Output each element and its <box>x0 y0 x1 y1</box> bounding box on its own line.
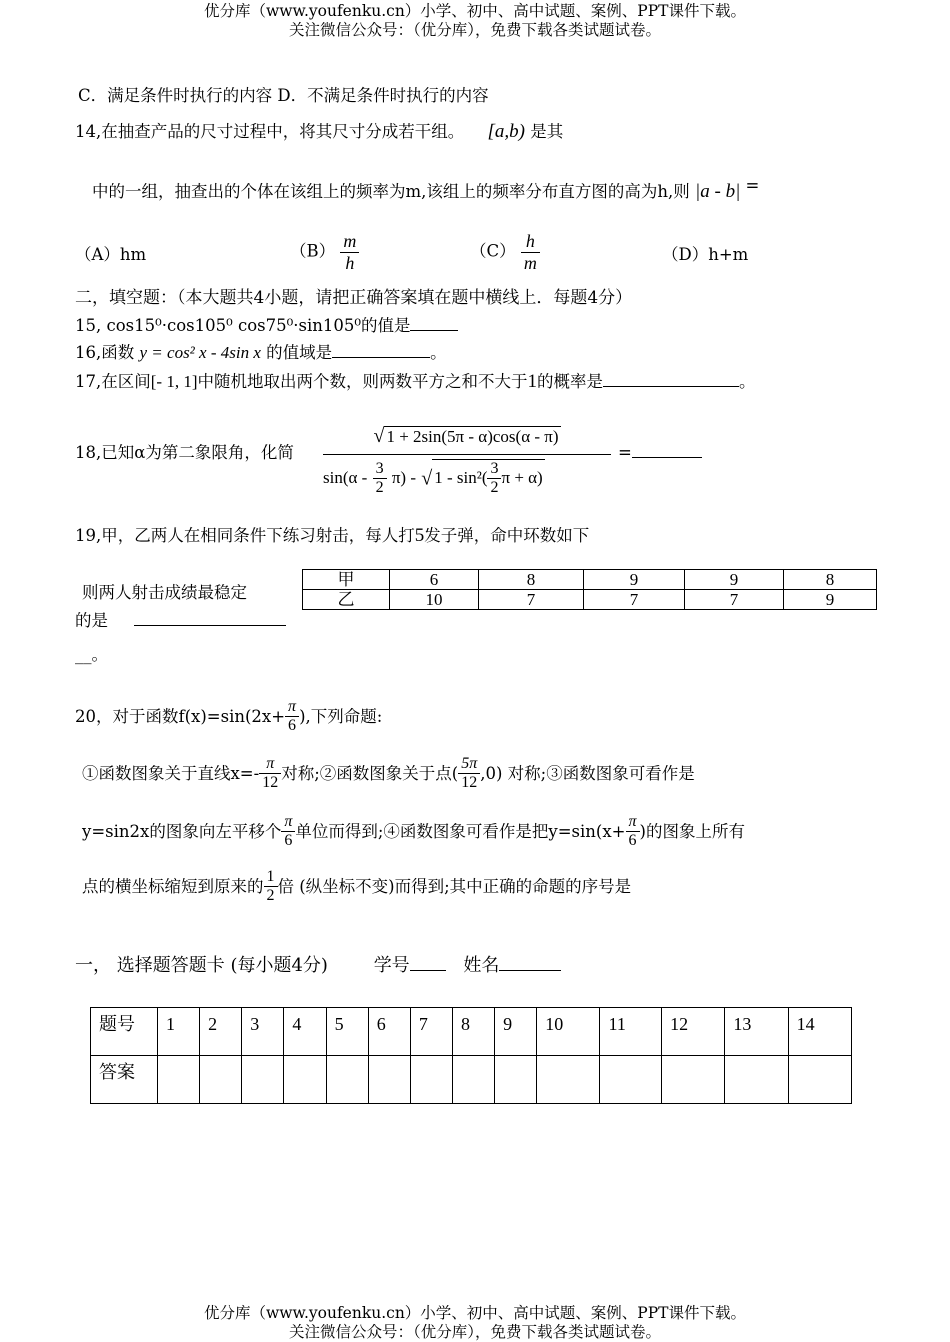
q18-prefix: 18,已知α为第二象限角，化简 <box>75 443 294 462</box>
q20-frac-num: π <box>281 813 295 832</box>
q20-frac-den: 2 <box>266 887 275 905</box>
student-no-field[interactable] <box>410 970 446 971</box>
answer-cell[interactable] <box>326 1056 368 1104</box>
q20-l2a: ①函数图象关于直线x=- <box>82 763 260 783</box>
answer-cell[interactable] <box>368 1056 410 1104</box>
q20-line2 <box>82 755 695 793</box>
footer-line-1: 优分库（www.youfenku.cn）小学、初中、高中试题、案例、PPT课件下载。 <box>203 1304 747 1322</box>
q17-one: 1 <box>527 371 537 392</box>
q20-frac-den: 6 <box>288 717 297 735</box>
q20-l4b: 倍 (纵坐标不变)而得到;其中正确的命题的序号是 <box>277 876 632 896</box>
table-cell: 7 <box>584 590 685 610</box>
footer-line-2: 关注微信公众号：（优分库），免费下载各类试题试卷。 <box>288 1323 661 1341</box>
q18-numerator-expr: 1 + 2sin(5π - α)cos(α - π) <box>386 427 559 446</box>
q20-l3c: )的图象上所有 <box>639 821 745 841</box>
table-cell: 7 <box>410 1008 452 1056</box>
table-cell: 11 <box>600 1008 662 1056</box>
q20-l4a: 点的横坐标缩短到原来的 <box>82 876 264 896</box>
q20-frac-num: π <box>626 813 640 832</box>
q17-answer-blank[interactable] <box>603 386 739 387</box>
q13-options: C．满足条件时执行的内容 D．不满足条件时执行的内容 <box>78 86 489 105</box>
q14-line1 <box>75 121 563 144</box>
q18-numerator: √ 1 + 2sin(5π - α)cos(α - π) <box>373 425 559 447</box>
q18-den-part1: sin(α - <box>323 468 368 488</box>
q19-score-table <box>302 569 877 610</box>
answer-cell[interactable] <box>410 1056 452 1104</box>
q20-frac-num: π <box>259 755 281 774</box>
q20-l2b: 对称;②函数图象关于点( <box>281 763 459 783</box>
q16-answer-blank[interactable] <box>332 357 430 358</box>
answer-cell[interactable] <box>158 1056 200 1104</box>
table-cell: 9 <box>495 1008 537 1056</box>
q20-frac-half <box>264 868 278 906</box>
q14-tail: 是其 <box>530 122 564 141</box>
q18-answer <box>618 443 702 463</box>
q17-interval: [- 1, 1] <box>150 372 198 391</box>
table-cell: 甲 <box>303 570 390 590</box>
q14-b-num: m <box>340 231 359 253</box>
table-cell: 6 <box>390 570 479 590</box>
table-row <box>303 570 877 590</box>
q17-suffix: 的概率是 <box>536 372 603 391</box>
answer-cell[interactable] <box>788 1056 851 1104</box>
q14-option-c <box>470 231 540 273</box>
table-cell: 8 <box>479 570 584 590</box>
q14-c-num: h <box>521 231 540 253</box>
q20-line4 <box>82 868 631 906</box>
q20-frac-num: π <box>285 698 299 717</box>
table-cell: 5 <box>326 1008 368 1056</box>
q14-option-d: （D）h+m <box>662 245 749 264</box>
answer-cell[interactable] <box>537 1056 600 1104</box>
q20-l2c: ,0) 对称;③函数图象可看作是 <box>480 763 695 783</box>
q18-fraction-bar <box>323 454 611 455</box>
q20-l3b: 单位而得到;④函数图象可看作是把y=sin(x+ <box>295 821 626 841</box>
q18-denominator: sin(α - $\frac{3}{2}$ π) - √ 1 - sin²( $\frac{3}{2}$ π + α) <box>323 459 543 497</box>
q15 <box>75 316 458 336</box>
name-field[interactable] <box>499 970 561 971</box>
q19-left3: __。 <box>75 645 108 664</box>
table-cell: 10 <box>390 590 479 610</box>
q19-left2 <box>75 611 286 631</box>
q14-abs-expr: |a - b| <box>695 181 741 202</box>
table-cell: 2 <box>200 1008 242 1056</box>
q17-prefix: 17,在区间 <box>75 372 151 391</box>
answer-cell[interactable] <box>452 1056 494 1104</box>
table-cell: 8 <box>784 570 877 590</box>
q19-line1 <box>75 525 589 548</box>
answer-cell[interactable] <box>200 1056 242 1104</box>
q14-option-c-label: （C） <box>470 241 516 261</box>
q20-frac-den: 6 <box>628 832 637 850</box>
name-label: 姓名 <box>463 955 500 976</box>
answer-cell[interactable] <box>725 1056 788 1104</box>
table-cell: 7 <box>479 590 584 610</box>
table-cell: 10 <box>537 1008 600 1056</box>
q20-l1a: 20，对于函数f(x)=sin(2x+ <box>75 706 286 726</box>
q14-line2 <box>92 176 759 204</box>
q20-line1 <box>75 698 382 736</box>
row-label: 题号 <box>91 1008 158 1056</box>
q14-b-den: h <box>345 252 355 273</box>
q16-suffix: 的值域是 <box>266 343 333 362</box>
q18-den-part2: π) - <box>391 468 416 488</box>
q20-frac-5pi12 <box>458 755 480 793</box>
q19-tail: 发子弹，命中环数如下 <box>424 526 590 545</box>
q16-end: 。 <box>430 343 447 362</box>
answer-cell[interactable] <box>662 1056 725 1104</box>
q20-frac-pi6-b <box>281 813 295 851</box>
table-cell: 6 <box>368 1008 410 1056</box>
q18-den-frac2 <box>487 460 501 498</box>
q17-middle: 中随机地取出两个数，则两数平方之和不大于 <box>197 372 528 391</box>
q18-den-frac2-den: 2 <box>490 479 499 497</box>
q20-frac-pi12 <box>259 755 281 793</box>
answer-cell[interactable] <box>284 1056 326 1104</box>
q19-five: 5 <box>414 525 425 546</box>
answer-cell[interactable] <box>495 1056 537 1104</box>
q14-eq: = <box>745 176 760 195</box>
q20-frac-num: 1 <box>264 868 278 887</box>
table-cell: 9 <box>584 570 685 590</box>
table-cell: 13 <box>725 1008 788 1056</box>
table-cell: 乙 <box>303 590 390 610</box>
q18-den-frac1-den: 2 <box>375 478 384 496</box>
table-cell: 3 <box>242 1008 284 1056</box>
q20-l3a: y=sin2x的图象向左平移个 <box>82 821 282 841</box>
q14-option-c-fraction <box>521 231 540 273</box>
table-cell: 7 <box>685 590 784 610</box>
q18-den-frac2-num: 3 <box>487 460 501 479</box>
q19-answer-blank[interactable] <box>134 625 286 626</box>
table-row <box>91 1008 852 1056</box>
answer-card-header <box>75 955 561 977</box>
table-cell: 4 <box>284 1008 326 1056</box>
q14-text: 14,在抽查产品的尺寸过程中，将其尺寸分成若干组。 <box>75 122 465 141</box>
q20-frac-den: 12 <box>461 774 478 792</box>
q18-den-frac1 <box>373 460 387 498</box>
q14-option-b <box>290 231 359 273</box>
q17-end: 。 <box>738 372 756 391</box>
q19-left1: 则两人射击成绩最稳定 <box>82 583 247 602</box>
q16-formula: y = cos² x - 4sin x <box>139 343 261 362</box>
table-row <box>91 1056 852 1104</box>
q20-l1b: ),下列命题: <box>299 706 383 726</box>
q15-answer-blank[interactable] <box>410 330 458 331</box>
table-cell: 9 <box>685 570 784 590</box>
table-cell: 8 <box>452 1008 494 1056</box>
q18-eq: = <box>618 443 632 462</box>
q16-prefix: 16,函数 <box>75 343 135 362</box>
answer-card-title: 一， 选择题答题卡 (每小题4分) <box>75 955 328 976</box>
q18-den-sqrt-a: 1 - sin²( <box>434 467 488 487</box>
table-row <box>303 590 877 610</box>
answer-card-table <box>90 1007 852 1104</box>
q20-frac-den: 6 <box>284 832 293 850</box>
q15-text: 15, cos15⁰·cos105⁰ cos75⁰·sin105⁰的值是 <box>75 316 411 335</box>
q20-frac-num: 5π <box>458 755 480 774</box>
q14-option-b-label: （B） <box>290 241 336 261</box>
table-cell: 12 <box>662 1008 725 1056</box>
q16 <box>75 343 447 363</box>
q19-left2-text: 的是 <box>75 611 108 630</box>
q14-line2-text: 中的一组，抽查出的个体在该组上的频率为m,该组上的频率分布直方图的高为h,则 <box>92 182 690 201</box>
q20-line3 <box>82 813 745 851</box>
row-label: 答案 <box>91 1056 158 1104</box>
answer-cell[interactable] <box>600 1056 662 1104</box>
q14-c-den: m <box>523 252 537 273</box>
q20-frac-den: 12 <box>262 774 279 792</box>
q18-den-frac1-num: 3 <box>373 460 387 479</box>
student-no-label: 学号 <box>373 955 410 976</box>
q14-interval: [a,b) <box>487 121 525 142</box>
q20-frac-pi6-c <box>626 813 640 851</box>
q18-answer-blank[interactable] <box>632 457 702 458</box>
table-cell: 1 <box>158 1008 200 1056</box>
section2-title: 二，填空题：（本大题共4小题，请把正确答案填在题中横线上．每题4分） <box>75 288 633 308</box>
q18-den-sqrt <box>432 459 545 498</box>
q18-den-part3: π + α) <box>501 467 543 487</box>
q17 <box>75 371 755 394</box>
q19-text: 19,甲，乙两人在相同条件下练习射击，每人打 <box>75 526 415 545</box>
table-cell: 9 <box>784 590 877 610</box>
header-line-2: 关注微信公众号：（优分库），免费下载各类试题试卷。 <box>288 21 661 39</box>
q14-option-a: （A）hm <box>75 245 147 264</box>
answer-cell[interactable] <box>242 1056 284 1104</box>
q20-frac-pi6-a <box>285 698 299 736</box>
header-line-1: 优分库（www.youfenku.cn）小学、初中、高中试题、案例、PPT课件下载。 <box>203 2 747 20</box>
table-cell: 14 <box>788 1008 851 1056</box>
q14-option-b-fraction <box>340 231 359 273</box>
